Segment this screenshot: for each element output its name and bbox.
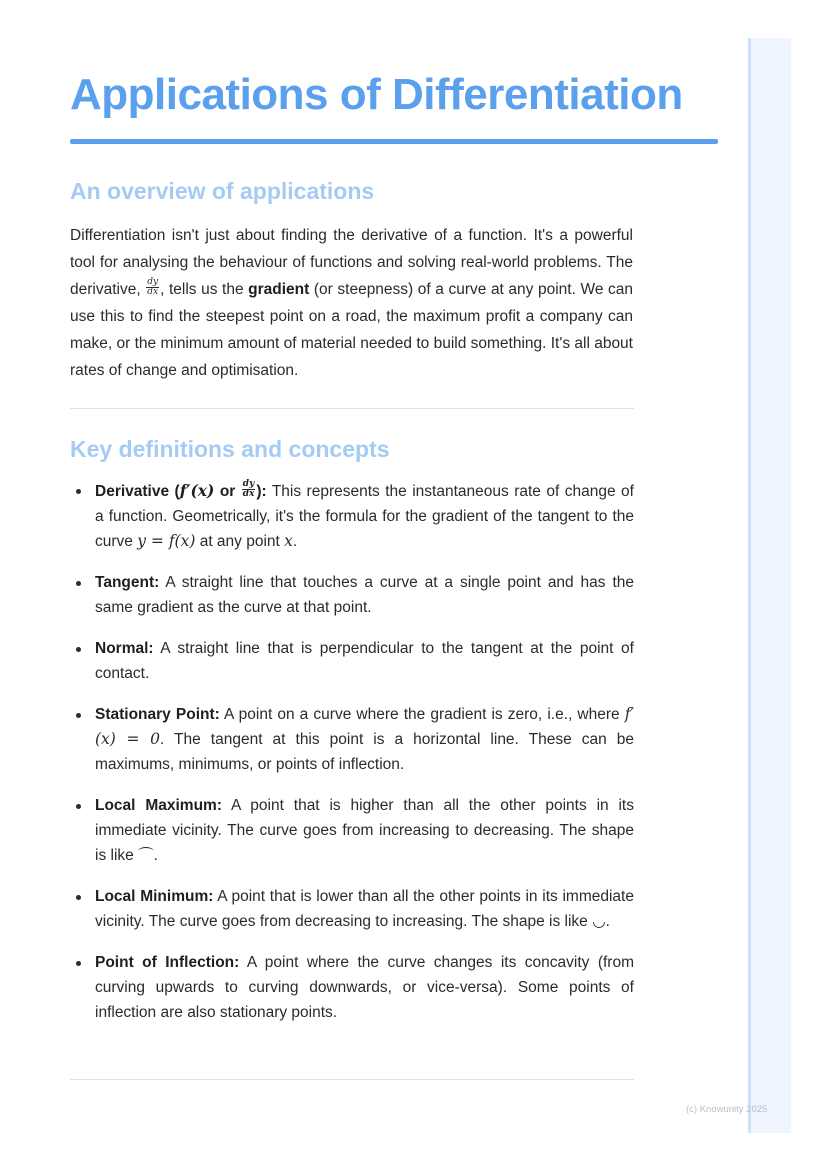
bullet-icon: [76, 647, 81, 652]
term-stationary-point: Stationary Point:: [95, 706, 220, 723]
list-item-local-minimum: [70, 884, 634, 934]
list-item-normal: [70, 636, 634, 686]
definition-text: A straight line that is perpendicular to the tangent at the point of contact.: [95, 640, 634, 682]
term-derivative: [95, 479, 267, 500]
fraction-denominator: dx: [242, 489, 255, 500]
overview-text-2: , tells us the: [160, 281, 249, 298]
bullet-icon: [76, 895, 81, 900]
math-x: x: [284, 532, 293, 550]
bullet-icon: [76, 804, 81, 809]
definition-text: .: [153, 847, 158, 864]
bullet-icon: [76, 713, 81, 718]
bullet-icon: [76, 581, 81, 586]
section-divider: [70, 1079, 634, 1080]
term-derivative-or: or: [214, 483, 241, 500]
overview-paragraph: [70, 222, 633, 384]
term-point-of-inflection: Point of Inflection:: [95, 954, 240, 971]
list-item-tangent: [70, 570, 634, 620]
bullet-icon: [76, 489, 81, 494]
definition-text: .: [605, 913, 610, 930]
definition-text: A point on a curve where the gradient is zero, i.e., where: [219, 706, 625, 723]
right-margin-panel: [748, 38, 791, 1133]
definition-text: A straight line that touches a curve at a single point and has the same gradient as the curve at that point.: [95, 574, 634, 616]
overview-text-3: (or steepness) of a curve at any point. We can use this to find the steepest point on a road, the maximum profit a company can make, or the minimum amount of material needed to build something. It's all about rates of change and optimisation.: [70, 281, 634, 379]
fraction-numerator: dy: [147, 277, 159, 288]
list-item-stationary-point: [70, 702, 634, 777]
definitions-list: [70, 478, 634, 1041]
term-normal: Normal:: [95, 640, 154, 657]
fraction-numerator: dy: [242, 479, 255, 490]
list-item-point-of-inflection: [70, 950, 634, 1025]
list-item-derivative: [70, 478, 634, 554]
list-item-local-maximum: [70, 793, 634, 868]
definition-text: A point that is higher than all the other points in its immediate vicinity. The curve goes from increasing to decreasing. The shape is like: [95, 797, 634, 864]
definition-text: A point that is lower than all the other points in its immediate vicinity. The curve goes from decreasing to increasing. The shape is like: [95, 888, 634, 930]
cup-shape-icon: ◡: [592, 913, 606, 930]
math-curve: y = f(x): [137, 532, 196, 550]
definition-text: at any point: [195, 533, 285, 550]
term-local-minimum: Local Minimum:: [95, 888, 214, 905]
definition-text: A point where the curve changes its concavity (from curving upwards to curving downwards, or vice-versa). Some points of inflection are also stationary points.: [95, 954, 634, 1021]
term-local-maximum: Local Maximum:: [95, 797, 222, 814]
dy-dx-fraction: [242, 480, 256, 499]
term-derivative-end: ):: [256, 483, 267, 500]
title-underline: [70, 139, 718, 144]
page-title: Applications of Differentiation: [70, 70, 683, 119]
cap-shape-icon: ⌒: [138, 847, 154, 864]
definition-text: .: [292, 533, 298, 550]
math-f-prime: f′(x): [179, 481, 215, 500]
section-heading-key-definitions: Key definitions and concepts: [70, 436, 390, 462]
overview-text-1: Differentiation isn't just about finding the derivative of a function. It's a powerful tool for analysing the behaviour of functions and solving real-world problems. The derivative,: [70, 227, 633, 298]
section-divider: [70, 408, 634, 409]
dy-dx-fraction: [146, 278, 159, 297]
definition-text: This represents the instantaneous rate of change of a function. Geometrically, it's the formula for the gradient of the tangent to the curve: [95, 483, 634, 550]
fraction-denominator: dx: [147, 287, 159, 298]
term-tangent: Tangent:: [95, 574, 160, 591]
bullet-icon: [76, 961, 81, 966]
math-f-prime-zero: f′(x) = 0: [95, 705, 634, 748]
copyright-footer: (c) Knowunity 2025: [686, 1104, 768, 1115]
definition-text: . The tangent at this point is a horizontal line. These can be maximums, minimums, or points of inflection.: [95, 731, 634, 773]
term-derivative-start: Derivative (: [95, 483, 180, 500]
section-heading-overview: An overview of applications: [70, 178, 375, 204]
overview-bold-gradient: gradient: [248, 281, 310, 298]
